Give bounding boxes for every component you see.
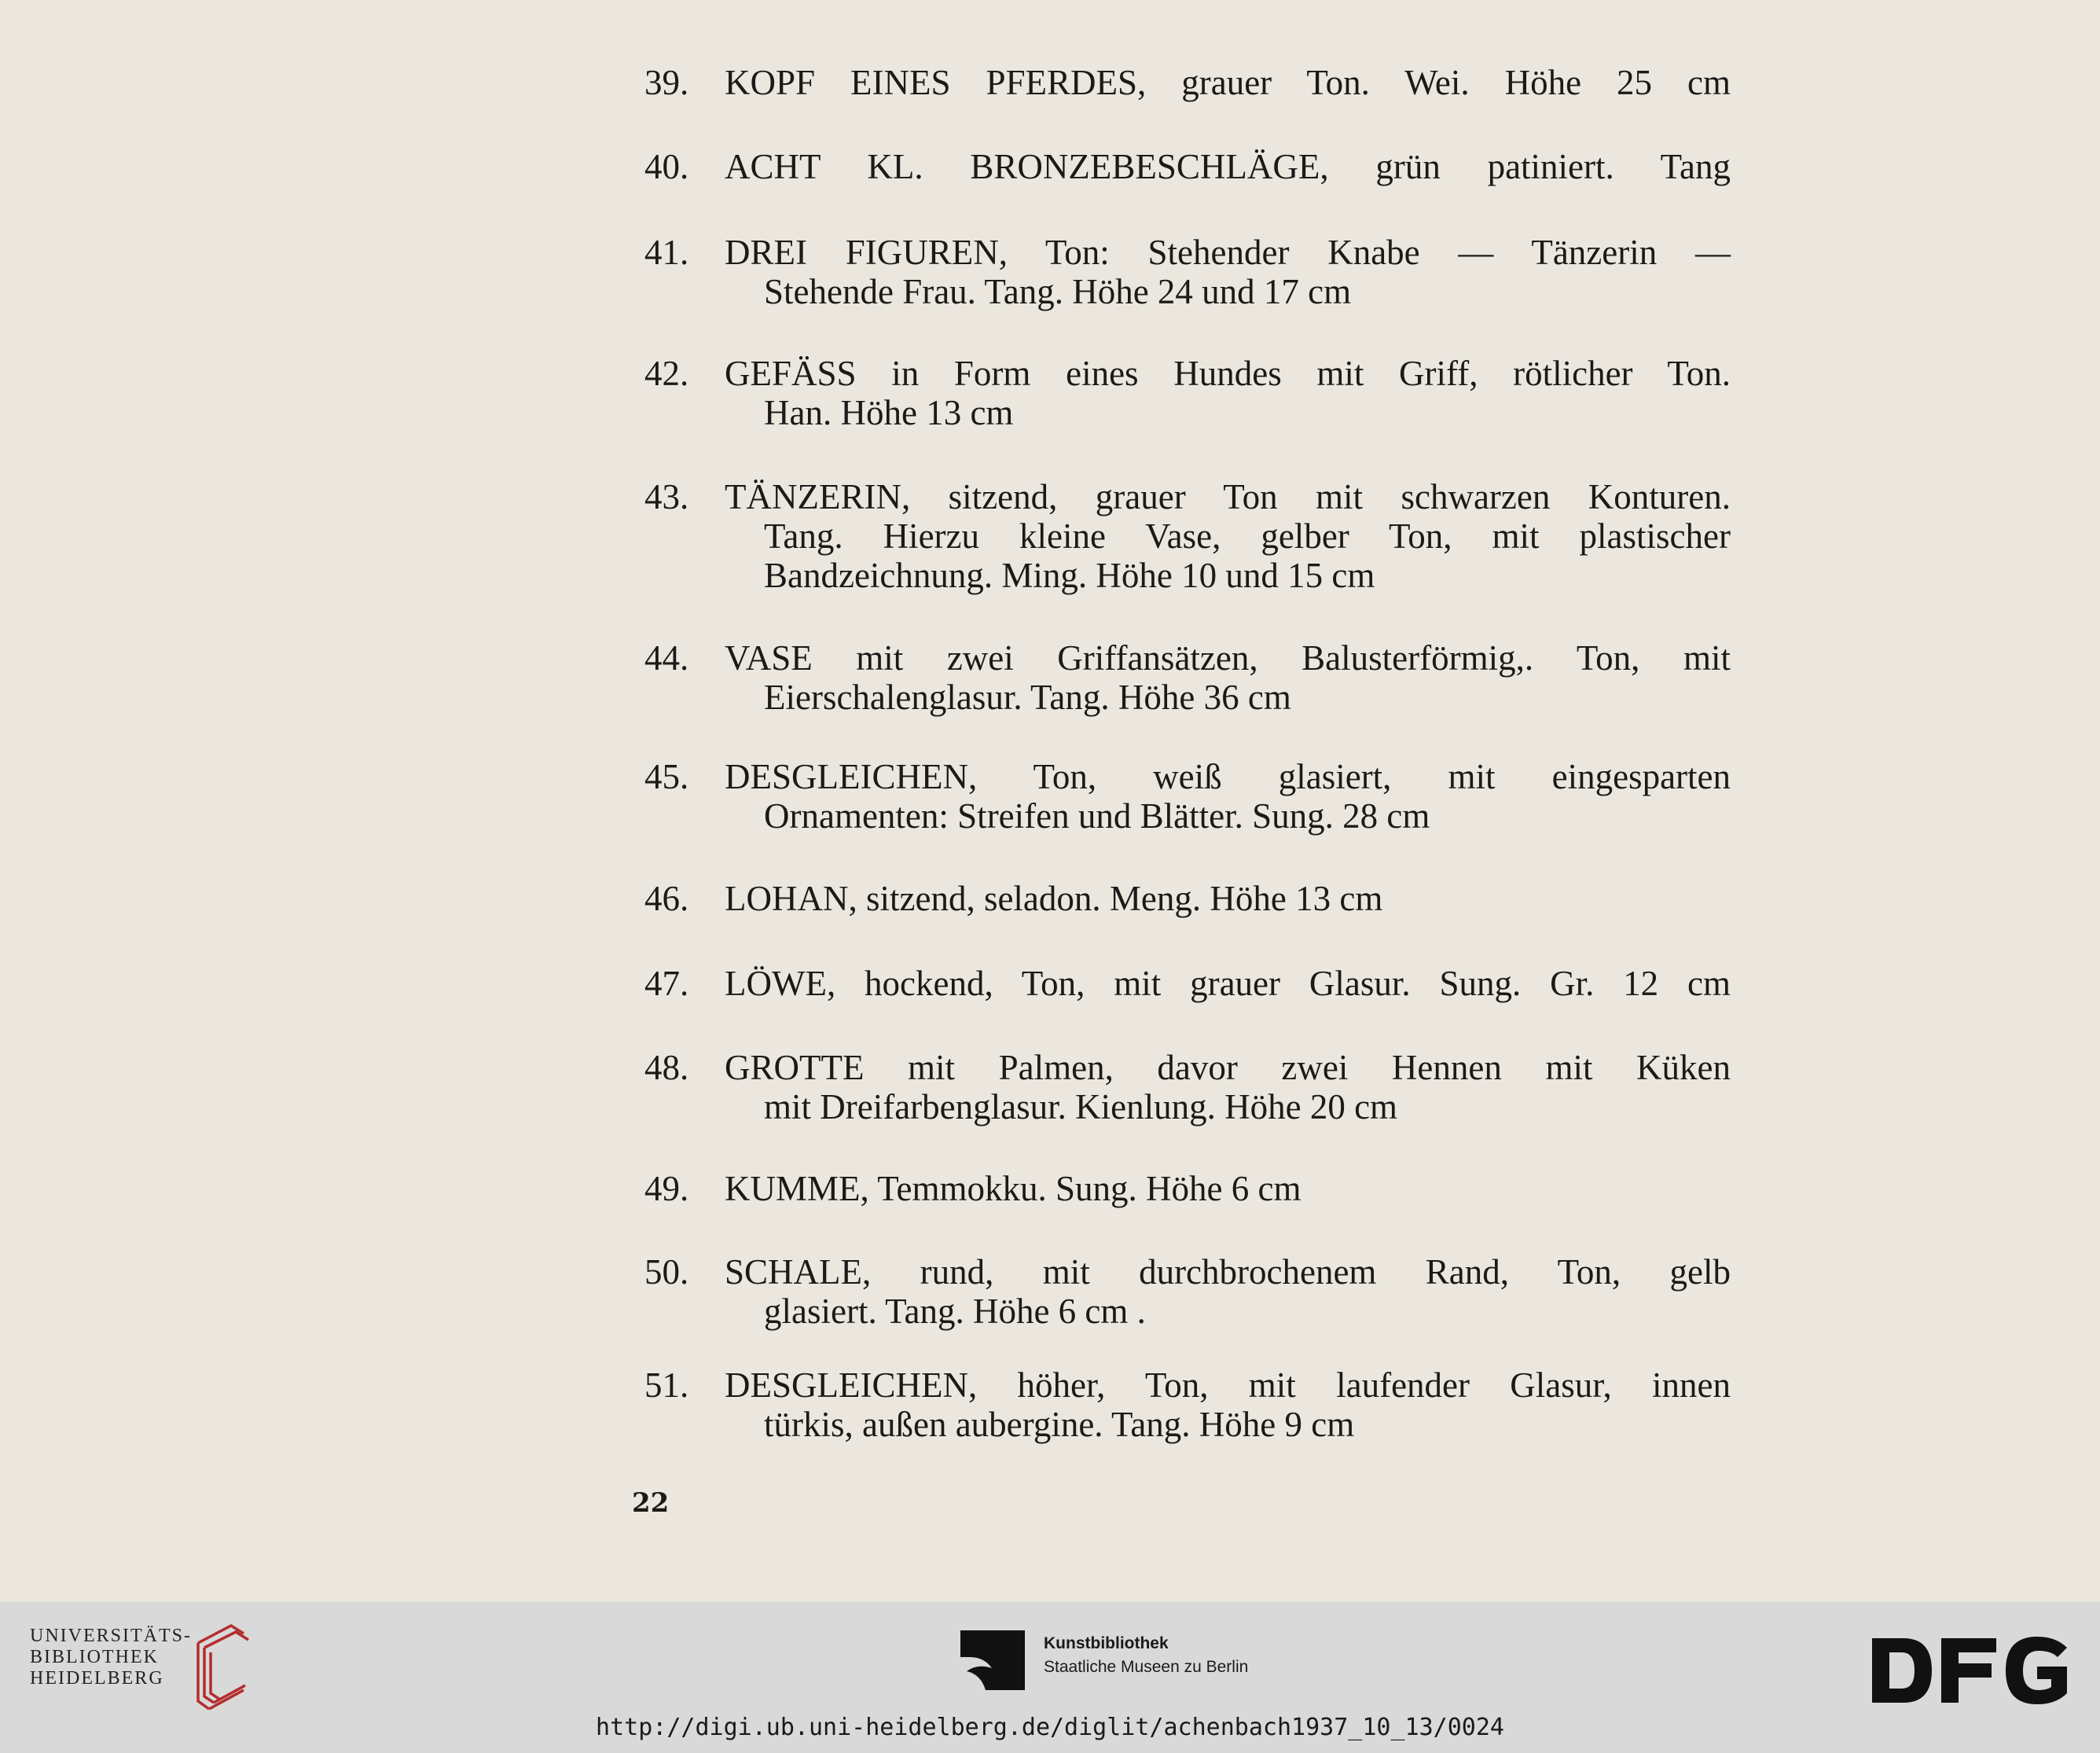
entry-line xyxy=(644,1169,1731,1208)
kunstbibliothek-eagle-icon xyxy=(960,1630,1025,1690)
entry-text: ACHT KL. BRONZEBESCHLÄGE, grün patiniert. Tang xyxy=(725,147,1731,186)
entry-line xyxy=(644,233,1731,272)
entry-number: 44. xyxy=(644,638,689,678)
entry-number: 46. xyxy=(644,879,689,918)
entry-line xyxy=(644,393,1731,432)
entry-text: VASE mit zwei Griffansätzen, Balusterförmig,. Ton, mit xyxy=(725,638,1731,678)
entry-number: 47. xyxy=(644,964,689,1003)
entry-line xyxy=(644,272,1731,311)
entry-line xyxy=(644,147,1731,186)
catalog-entry xyxy=(644,1048,1731,1126)
entry-number: 42. xyxy=(644,354,689,393)
catalog-entry xyxy=(644,147,1731,186)
dfg-logo-icon xyxy=(1871,1637,2069,1704)
catalog-entry xyxy=(644,1169,1731,1208)
entry-line xyxy=(644,964,1731,1003)
entry-line xyxy=(644,796,1731,836)
entry-text: Stehende Frau. Tang. Höhe 24 und 17 cm xyxy=(764,272,1352,311)
entry-line xyxy=(644,1405,1731,1444)
entry-line xyxy=(644,879,1731,918)
catalog-entry xyxy=(644,879,1731,918)
catalog-entry xyxy=(644,233,1731,311)
catalog-entry xyxy=(644,964,1731,1003)
entry-text: Tang. Hierzu kleine Vase, gelber Ton, mit plastischer xyxy=(764,516,1731,556)
entry-text: Eierschalenglasur. Tang. Höhe 36 cm xyxy=(764,678,1291,717)
entry-number: 45. xyxy=(644,757,689,796)
entry-text: KUMME, Temmokku. Sung. Höhe 6 cm xyxy=(725,1169,1301,1208)
entry-text: LOHAN, sitzend, seladon. Meng. Höhe 13 cm xyxy=(725,879,1383,918)
kunstbibliothek-subtitle: Staatliche Museen zu Berlin xyxy=(1044,1658,1249,1676)
footer-bar xyxy=(0,1602,2100,1753)
entry-line xyxy=(644,556,1731,595)
ub-heidelberg-logo-link[interactable] xyxy=(30,1626,192,1689)
kunstbibliothek-text xyxy=(1044,1632,1248,1679)
catalog-entry xyxy=(644,1365,1731,1444)
ub-heidelberg-mark-icon xyxy=(190,1624,253,1714)
ub-logo-line: UNIVERSITÄTS- xyxy=(30,1626,192,1646)
ub-logo-line: HEIDELBERG xyxy=(30,1668,164,1689)
entry-text: TÄNZERIN, sitzend, grauer Ton mit schwarzen Konturen. xyxy=(725,477,1731,516)
kunstbibliothek-logo-link[interactable] xyxy=(960,1630,1025,1694)
entry-text: DESGLEICHEN, höher, Ton, mit laufender Glasur, innen xyxy=(725,1365,1731,1405)
catalog-entry xyxy=(644,63,1731,102)
entry-text: türkis, außen aubergine. Tang. Höhe 9 cm xyxy=(764,1405,1355,1444)
entry-line xyxy=(644,1292,1731,1331)
entry-number: 39. xyxy=(644,63,689,102)
entry-number: 41. xyxy=(644,233,689,272)
entry-text: SCHALE, rund, mit durchbrochenem Rand, Ton, gelb xyxy=(725,1252,1731,1292)
entry-text: KOPF EINES PFERDES, grauer Ton. Wei. Höhe 25 cm xyxy=(725,63,1731,102)
entry-line xyxy=(644,1048,1731,1087)
entry-line xyxy=(644,638,1731,678)
entry-line xyxy=(644,757,1731,796)
catalog-entry xyxy=(644,354,1731,432)
entry-number: 48. xyxy=(644,1048,689,1087)
entry-text: mit Dreifarbenglasur. Kienlung. Höhe 20 cm xyxy=(764,1087,1398,1126)
entry-line xyxy=(644,1365,1731,1405)
entry-number: 50. xyxy=(644,1252,689,1292)
entry-text: LÖWE, hockend, Ton, mit grauer Glasur. Sung. Gr. 12 cm xyxy=(725,964,1731,1003)
entry-number: 49. xyxy=(644,1169,689,1208)
entry-number: 43. xyxy=(644,477,689,516)
entry-line xyxy=(644,1252,1731,1292)
dfg-logo-link[interactable] xyxy=(1871,1637,2069,1708)
entry-line xyxy=(644,477,1731,516)
entry-number: 51. xyxy=(644,1365,689,1405)
entry-line xyxy=(644,354,1731,393)
entry-text: Ornamenten: Streifen und Blätter. Sung. 28 cm xyxy=(764,796,1430,836)
entry-text: DESGLEICHEN, Ton, weiß glasiert, mit eingesparten xyxy=(725,757,1731,796)
catalog-entry xyxy=(644,477,1731,595)
entry-line xyxy=(644,516,1731,556)
entry-text: Bandzeichnung. Ming. Höhe 10 und 15 cm xyxy=(764,556,1375,595)
catalog-entry xyxy=(644,1252,1731,1331)
catalog-entry xyxy=(644,757,1731,836)
entry-text: glasiert. Tang. Höhe 6 cm . xyxy=(764,1292,1146,1331)
entry-line xyxy=(644,1087,1731,1126)
entry-line xyxy=(644,678,1731,717)
page-number: 22 xyxy=(632,1487,670,1519)
entry-text: DREI FIGUREN, Ton: Stehender Knabe — Tänzerin — xyxy=(725,233,1731,272)
permalink-url[interactable]: http://digi.ub.uni-heidelberg.de/diglit/achenbach1937_10_13/0024 xyxy=(596,1714,1504,1741)
kunstbibliothek-name: Kunstbibliothek xyxy=(1044,1634,1169,1652)
entry-number: 40. xyxy=(644,147,689,186)
catalog-entry xyxy=(644,638,1731,717)
entry-text: Han. Höhe 13 cm xyxy=(764,393,1014,432)
entry-line xyxy=(644,63,1731,102)
ub-logo-line: BIBLIOTHEK xyxy=(30,1647,159,1667)
entry-text: GROTTE mit Palmen, davor zwei Hennen mit Küken xyxy=(725,1048,1731,1087)
entry-text: GEFÄSS in Form eines Hundes mit Griff, rötlicher Ton. xyxy=(725,354,1731,393)
